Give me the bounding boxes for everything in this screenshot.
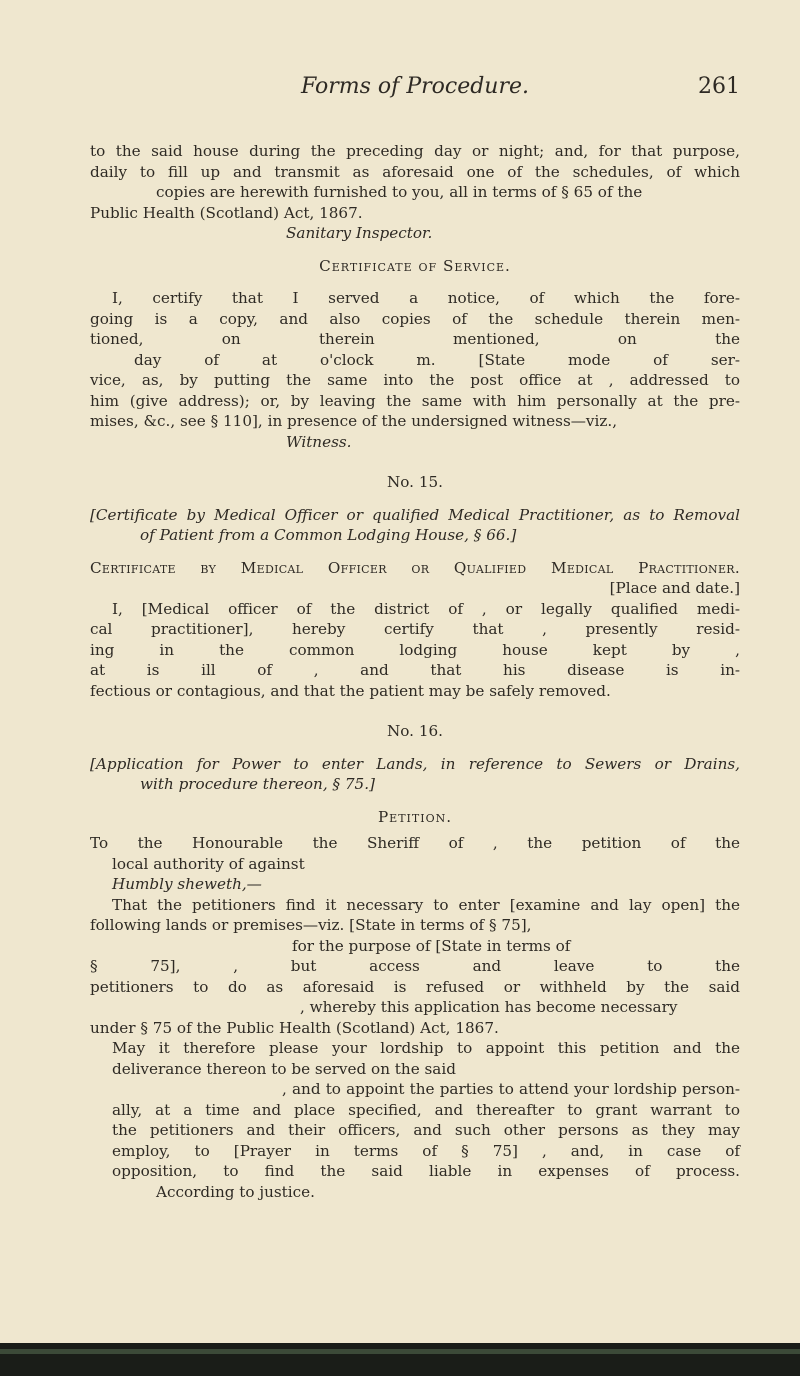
page-body	[90, 141, 740, 1202]
section-heading: Petition.	[377, 807, 453, 826]
humbly-sheweth: Humbly sheweth,—	[112, 875, 262, 893]
text-line: him (give address); or, by leaving the same with him personally at the pre-	[90, 391, 740, 410]
text-line: the petitioners and their officers, and such other persons as they may	[112, 1121, 740, 1139]
text-line: That the petitioners find it necessary to enter [examine and lay open] the	[112, 895, 740, 914]
form-description: of Patient from a Common Lodging House, § 66.]	[140, 526, 517, 544]
text-line: , and to appoint the parties to attend your lordship person-	[282, 1080, 740, 1098]
text-line: going is a copy, and also copies of the schedule therein men-	[90, 309, 740, 328]
text-line: ing in the common lodging house kept by ,	[90, 640, 740, 659]
witness-line: Witness.	[286, 432, 352, 451]
text-line: cal practitioner], hereby certify that , presently resid-	[90, 620, 740, 638]
form-description: with procedure thereon, § 75.]	[140, 775, 375, 793]
signature-line: Sanitary Inspector.	[286, 224, 433, 242]
text-line: for the purpose of [State in terms of	[292, 936, 571, 955]
section-heading: Certificate by Medical Officer or Qualified Medical Practitioner.	[90, 558, 740, 577]
text-line: fectious or contagious, and that the patient may be safely removed.	[90, 681, 611, 700]
text-line: § 75], , but access and leave to the	[90, 957, 740, 975]
text-line: daily to fill up and transmit as aforesaid one of the schedules, of which	[90, 162, 740, 181]
text-line: following lands or premises—viz. [State in terms of § 75],	[90, 916, 532, 934]
text-line: Public Health (Scotland) Act, 1867.	[90, 203, 363, 222]
text-line: To the Honourable the Sheriff of , the petition of the	[90, 834, 740, 852]
text-line: copies are herewith furnished to you, all in terms of § 65 of the	[156, 183, 643, 201]
text-line: under § 75 of the Public Health (Scotland) Act, 1867.	[90, 1018, 499, 1037]
text-line: petitioners to do as aforesaid is refused or withheld by the said	[90, 977, 740, 996]
text-line: May it therefore please your lordship to appoint this petition and the	[112, 1039, 740, 1057]
running-title: Forms of Procedure.	[300, 74, 530, 99]
text-line: , whereby this application has become necessary	[300, 998, 678, 1016]
text-line: local authority of against	[112, 854, 305, 873]
text-line: ally, at a time and place specified, and thereafter to grant warrant to	[112, 1100, 740, 1119]
page-number: 261	[698, 74, 740, 99]
scan-edge-strip	[0, 1349, 800, 1354]
form-number: No. 15.	[387, 473, 443, 491]
text-line: opposition, to find the said liable in expenses of process.	[112, 1162, 740, 1180]
form-number: No. 16.	[387, 722, 443, 740]
text-line: employ, to [Prayer in terms of § 75] , and, in case of	[112, 1141, 740, 1160]
page-header	[90, 74, 740, 100]
closing-line: According to justice.	[156, 1182, 315, 1201]
form-description: [Certificate by Medical Officer or qualified Medical Practitioner, as to Removal	[90, 505, 740, 524]
text-line: mises, &c., see § 110], in presence of the undersigned witness—viz.,	[90, 412, 618, 430]
place-date: [Place and date.]	[609, 579, 740, 597]
text-line: I, [Medical officer of the district of , or legally qualified medi-	[112, 599, 740, 618]
text-line: tioned, on therein mentioned, on the	[90, 330, 740, 348]
form-description: [Application for Power to enter Lands, in reference to Sewers or Drains,	[90, 754, 740, 773]
text-line: vice, as, by putting the same into the post office at , addressed to	[90, 371, 740, 389]
text-line: I, certify that I served a notice, of which the fore-	[112, 289, 740, 307]
scan-edge-bar	[0, 1343, 800, 1376]
text-line: day of at o'clock m. [State mode of ser-	[134, 350, 740, 369]
text-line: deliverance thereon to be served on the said	[112, 1059, 456, 1078]
section-heading: Certificate of Service.	[319, 256, 511, 275]
text-line: to the said house during the preceding day or night; and, for that purpose,	[90, 142, 740, 160]
text-line: at is ill of , and that his disease is in-	[90, 661, 740, 679]
